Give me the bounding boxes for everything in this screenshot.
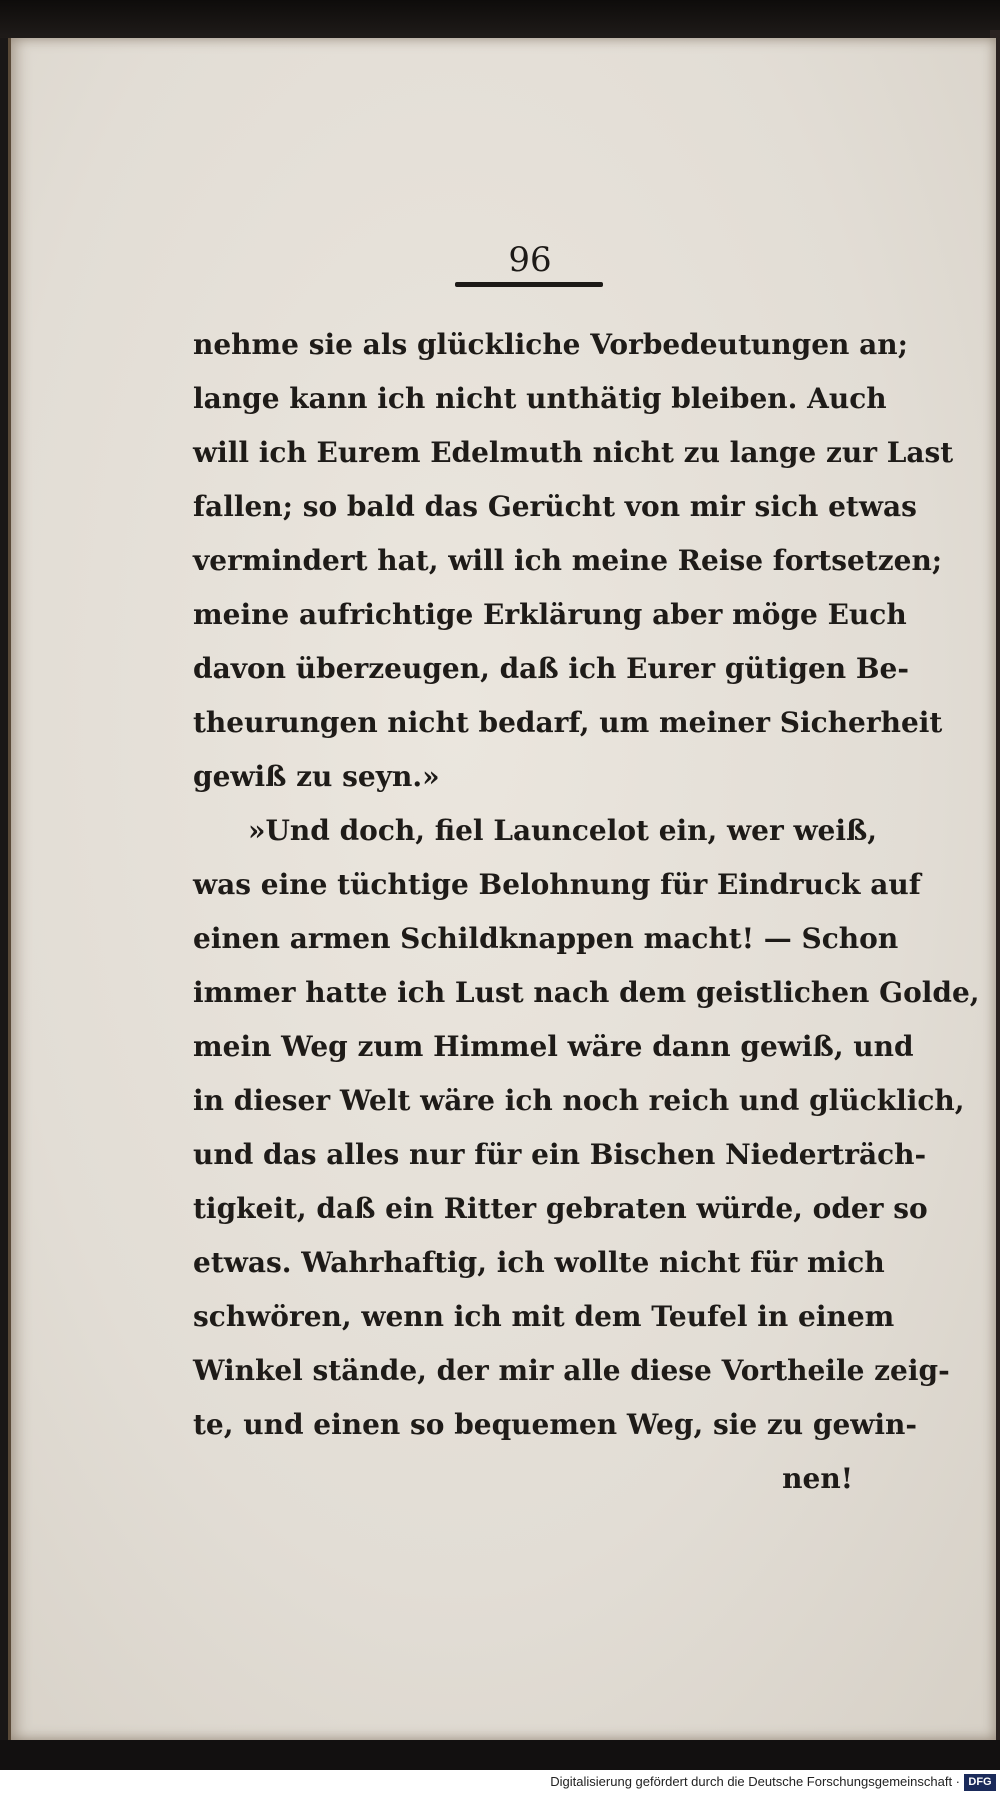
text-line: meine aufrichtige Erklärung aber möge Euch xyxy=(193,598,907,631)
text-line: und das alles nur für ein Bischen Niederträch- xyxy=(193,1138,927,1171)
text-line: theurungen nicht bedarf, um meiner Sicherheit xyxy=(193,706,943,739)
body-text xyxy=(193,318,980,1506)
text-line: davon überzeugen, daß ich Eurer gütigen Be- xyxy=(193,652,909,685)
text-line: vermindert hat, will ich meine Reise fortsetzen; xyxy=(193,544,943,577)
text-line: will ich Eurem Edelmuth nicht zu lange zur Last xyxy=(193,436,954,469)
footer-credit: Digitalisierung gefördert durch die Deutsche Forschungsgemeinschaft · xyxy=(550,1774,960,1789)
text-line: tigkeit, daß ein Ritter gebraten würde, oder so xyxy=(193,1192,928,1225)
scan-bottom-border xyxy=(0,1740,1000,1770)
scan-top-border xyxy=(0,0,1000,38)
text-line: immer hatte ich Lust nach dem geistlichen Golde, xyxy=(193,976,980,1009)
dfg-logo: DFG xyxy=(964,1774,996,1791)
text-line: Winkel stände, der mir alle diese Vortheile zeig- xyxy=(193,1354,950,1387)
text-line: »Und doch, fiel Launcelot ein, wer weiß, xyxy=(248,814,878,847)
page-number: 96 xyxy=(508,240,552,280)
text-line: gewiß zu seyn.» xyxy=(193,760,440,793)
text-line: lange kann ich nicht unthätig bleiben. Auch xyxy=(193,382,887,415)
text-line: nen! xyxy=(782,1462,853,1495)
page-number-rule xyxy=(455,282,603,287)
text-line: fallen; so bald das Gerücht von mir sich etwas xyxy=(193,490,917,523)
text-line: was eine tüchtige Belohnung für Eindruck auf xyxy=(193,868,921,901)
text-line: einen armen Schildknappen macht! — Schon xyxy=(193,922,899,955)
text-line: mein Weg zum Himmel wäre dann gewiß, und xyxy=(193,1030,914,1063)
text-line: te, und einen so bequemen Weg, sie zu gewin- xyxy=(193,1408,918,1441)
text-line: nehme sie als glückliche Vorbedeutungen an; xyxy=(193,328,908,361)
text-line: in dieser Welt wäre ich noch reich und glücklich, xyxy=(193,1084,965,1117)
text-line: schwören, wenn ich mit dem Teufel in einem xyxy=(193,1300,895,1333)
text-line: etwas. Wahrhaftig, ich wollte nicht für mich xyxy=(193,1246,885,1279)
